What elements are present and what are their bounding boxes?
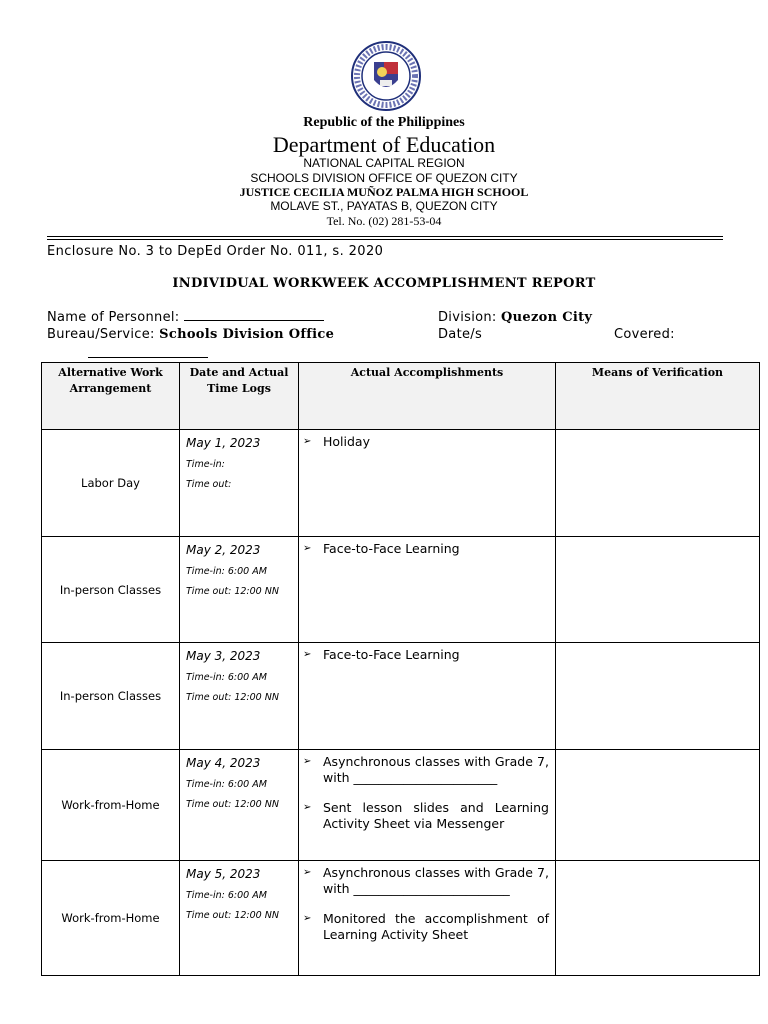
- time-out: Time out:: [186, 479, 232, 490]
- verification-cell: [556, 750, 760, 861]
- time-in: Time-in: 6:00 AM: [186, 779, 267, 790]
- list-item: ➢ Asynchronous classes with Grade 7, with _______________________: [303, 754, 549, 785]
- time-out: Time out: 12:00 NN: [186, 910, 279, 921]
- arrow-bullet-icon: ➢: [303, 649, 312, 660]
- arrow-bullet-icon: ➢: [303, 436, 312, 447]
- date-cell: [180, 430, 299, 537]
- arrangement-cell: Work-from-Home: [42, 750, 180, 861]
- arrangement-cell: In-person Classes: [42, 537, 180, 643]
- division-label: Division:: [438, 310, 497, 325]
- telephone-line: Tel. No. (02) 281-53-04: [326, 214, 442, 228]
- accomplishment-table: [41, 362, 760, 976]
- bureau-value: Schools Division Office: [159, 327, 335, 342]
- date-cell: [180, 643, 299, 750]
- name-label: Name of Personnel:: [47, 310, 180, 325]
- division-value: Quezon City: [501, 310, 593, 325]
- header-date: Date and Actual Time Logs: [180, 363, 299, 430]
- time-in: Time-in: 6:00 AM: [186, 566, 267, 577]
- table-row: [42, 643, 760, 750]
- region-line: NATIONAL CAPITAL REGION: [303, 156, 465, 170]
- arrow-bullet-icon: ➢: [303, 543, 312, 554]
- verification-cell: [556, 537, 760, 643]
- bureau-field: [47, 327, 334, 342]
- accomplishments-cell: [299, 430, 556, 537]
- date-text: May 4, 2023: [186, 756, 261, 770]
- list-item: ➢ Asynchronous classes with Grade 7, with _________________________: [303, 865, 549, 896]
- arrangement-cell: In-person Classes: [42, 643, 180, 750]
- name-blank: [184, 320, 324, 321]
- bureau-label: Bureau/Service:: [47, 327, 155, 342]
- header-arrangement: Alternative Work Arrangement: [42, 363, 180, 430]
- accomplishments-cell: [299, 537, 556, 643]
- school-address: MOLAVE ST., PAYATAS B, QUEZON CITY: [270, 199, 498, 213]
- time-in: Time-in:: [186, 459, 225, 470]
- list-item: ➢ Face-to-Face Learning: [303, 647, 460, 662]
- dates-blank: [88, 357, 208, 358]
- header-accomplishments: Actual Accomplishments: [299, 363, 556, 430]
- header-divider: [47, 236, 723, 237]
- report-title: INDIVIDUAL WORKWEEK ACCOMPLISHMENT REPORT: [172, 276, 596, 291]
- covered-label: Covered:: [614, 327, 675, 342]
- table-row: [42, 537, 760, 643]
- name-of-personnel-field: [47, 310, 324, 325]
- list-item: ➢ Holiday: [303, 434, 370, 449]
- list-item: ➢ Sent lesson slides and Learning Activity Sheet via Messenger: [303, 800, 549, 831]
- accomplishments-cell: [299, 861, 556, 976]
- arrangement-cell: Work-from-Home: [42, 861, 180, 976]
- date-cell: [180, 750, 299, 861]
- header-verification: Means of Verification: [556, 363, 760, 430]
- department-title: Department of Education: [272, 132, 496, 157]
- arrow-bullet-icon: ➢: [303, 913, 312, 924]
- date-cell: [180, 861, 299, 976]
- arrangement-cell: Labor Day: [42, 430, 180, 537]
- date-text: May 1, 2023: [186, 436, 261, 450]
- verification-cell: [556, 643, 760, 750]
- arrow-bullet-icon: ➢: [303, 756, 312, 767]
- list-item: ➢ Face-to-Face Learning: [303, 541, 460, 556]
- verification-cell: [556, 430, 760, 537]
- division-field: [438, 310, 592, 325]
- time-in: Time-in: 6:00 AM: [186, 890, 267, 901]
- arrow-bullet-icon: ➢: [303, 802, 312, 813]
- date-text: May 5, 2023: [186, 867, 261, 881]
- table-header-row: [42, 363, 760, 430]
- time-out: Time out: 12:00 NN: [186, 799, 279, 810]
- table-row: [42, 430, 760, 537]
- time-out: Time out: 12:00 NN: [186, 586, 279, 597]
- accomplishments-cell: [299, 750, 556, 861]
- republic-line: Republic of the Philippines: [303, 115, 465, 130]
- time-out: Time out: 12:00 NN: [186, 692, 279, 703]
- header-divider-second: [47, 239, 723, 240]
- date-text: May 3, 2023: [186, 649, 261, 663]
- enclosure-line: Enclosure No. 3 to DepEd Order No. 011, s. 2020: [47, 244, 384, 259]
- list-item: ➢ Monitored the accomplishment of Learning Activity Sheet: [303, 911, 549, 942]
- time-in: Time-in: 6:00 AM: [186, 672, 267, 683]
- arrow-bullet-icon: ➢: [303, 867, 312, 878]
- deped-seal-icon: [350, 40, 422, 112]
- table-row: [42, 750, 760, 861]
- division-office-line: SCHOOLS DIVISION OFFICE OF QUEZON CITY: [250, 171, 518, 185]
- school-name: JUSTICE CECILIA MUÑOZ PALMA HIGH SCHOOL: [239, 185, 529, 199]
- dates-label: Date/s: [438, 327, 483, 342]
- date-text: May 2, 2023: [186, 543, 261, 557]
- verification-cell: [556, 861, 760, 976]
- accomplishments-cell: [299, 643, 556, 750]
- table-row: [42, 861, 760, 976]
- date-cell: [180, 537, 299, 643]
